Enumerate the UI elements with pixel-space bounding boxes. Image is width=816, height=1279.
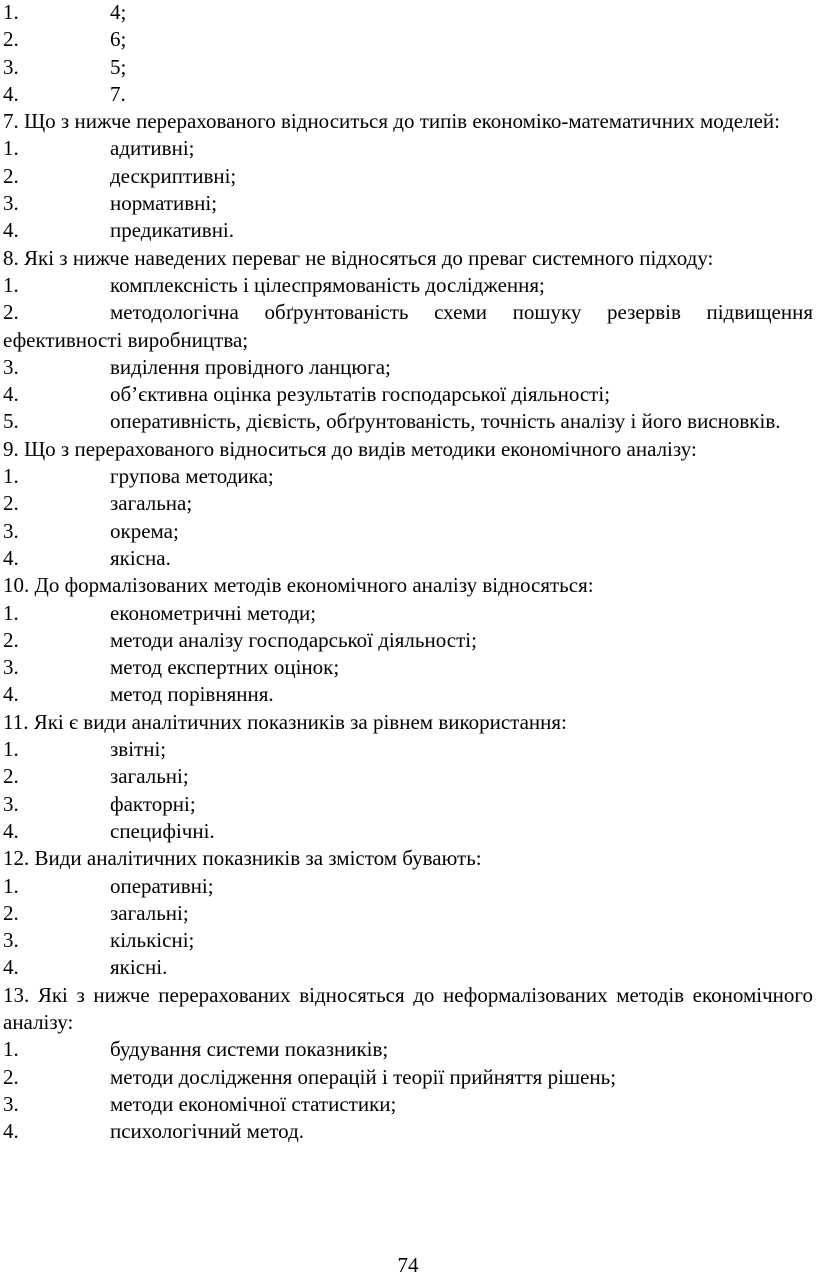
question-13: 13. Які з нижче перерахованих відносяться до неформалізованих методів економічного аналізу: xyxy=(3,982,813,1034)
list-item: 1. групова методика; xyxy=(3,464,274,489)
list-item: 3. нормативні; xyxy=(3,191,218,216)
list-item: 4. якісна. xyxy=(3,545,171,570)
list-item: 3. виділення провідного ланцюга; xyxy=(3,354,391,379)
list-item: 2. дескриптивні; xyxy=(3,163,237,188)
list-item: 1. комплексність і цілеспрямованість дослідження; xyxy=(3,272,545,297)
question-9: 9. Що з перерахованого відноситься до видів методики економічного аналізу: xyxy=(3,436,697,461)
list-item: 3. окрема; xyxy=(3,518,179,543)
list-item: 5. оперативність, дієвість, обґрунтованість, точність аналізу і його висновків. xyxy=(3,409,781,434)
list-item: 3. кількісні; xyxy=(3,928,195,953)
question-12: 12. Види аналітичних показників за змістом бувають: xyxy=(3,846,482,871)
list-item: 1. звітні; xyxy=(3,737,167,762)
list-item: 2. 6; xyxy=(3,27,127,52)
list-item: 1. 4; xyxy=(3,0,127,24)
list-item: 4. якісні. xyxy=(3,955,168,980)
page-number: 74 xyxy=(397,1253,419,1277)
list-item: 1. адитивні; xyxy=(3,136,195,161)
list-item: 4. метод порівняння. xyxy=(3,682,274,707)
list-item: 2. методи дослідження операцій і теорії прийняття рішень; xyxy=(3,1064,617,1089)
question-10: 10. До формалізованих методів економічного аналізу відносяться: xyxy=(3,573,594,598)
list-item: 2. методологічна обґрунтованість схеми пошуку резервів підвищення ефективності виробництва; xyxy=(3,300,813,352)
list-item: 3. методи економічної статистики; xyxy=(3,1091,397,1116)
list-item: 4. психологічний метод. xyxy=(3,1119,305,1144)
list-item: 3. факторні; xyxy=(3,791,196,816)
question-8: 8. Які з нижче наведених переваг не відносяться до преваг системного підходу: xyxy=(3,245,714,270)
list-item: 3. метод експертних оцінок; xyxy=(3,655,340,680)
list-item: 1. економетричні методи; xyxy=(3,600,317,625)
list-item: 3. 5; xyxy=(3,54,127,79)
question-11: 11. Які є види аналітичних показників за рівнем використання: xyxy=(3,709,567,734)
list-item: 2. методи аналізу господарської діяльності; xyxy=(3,627,477,652)
list-item: 2. загальна; xyxy=(3,491,193,516)
list-item: 4. об’єктивна оцінка результатів господарської діяльності; xyxy=(3,382,611,407)
question-7: 7. Що з нижче перерахованого відноситься до типів економіко-математичних моделей: xyxy=(3,109,780,134)
list-item: 1. оперативні; xyxy=(3,873,214,898)
list-item: 4. специфічні. xyxy=(3,818,215,843)
list-item: 2. загальні; xyxy=(3,900,189,925)
list-item: 4. 7. xyxy=(3,81,126,106)
list-item: 4. предикативні. xyxy=(3,218,235,243)
list-item: 2. загальні; xyxy=(3,764,189,789)
document-body xyxy=(3,0,813,1145)
list-item: 1. будування системи показників; xyxy=(3,1037,389,1062)
